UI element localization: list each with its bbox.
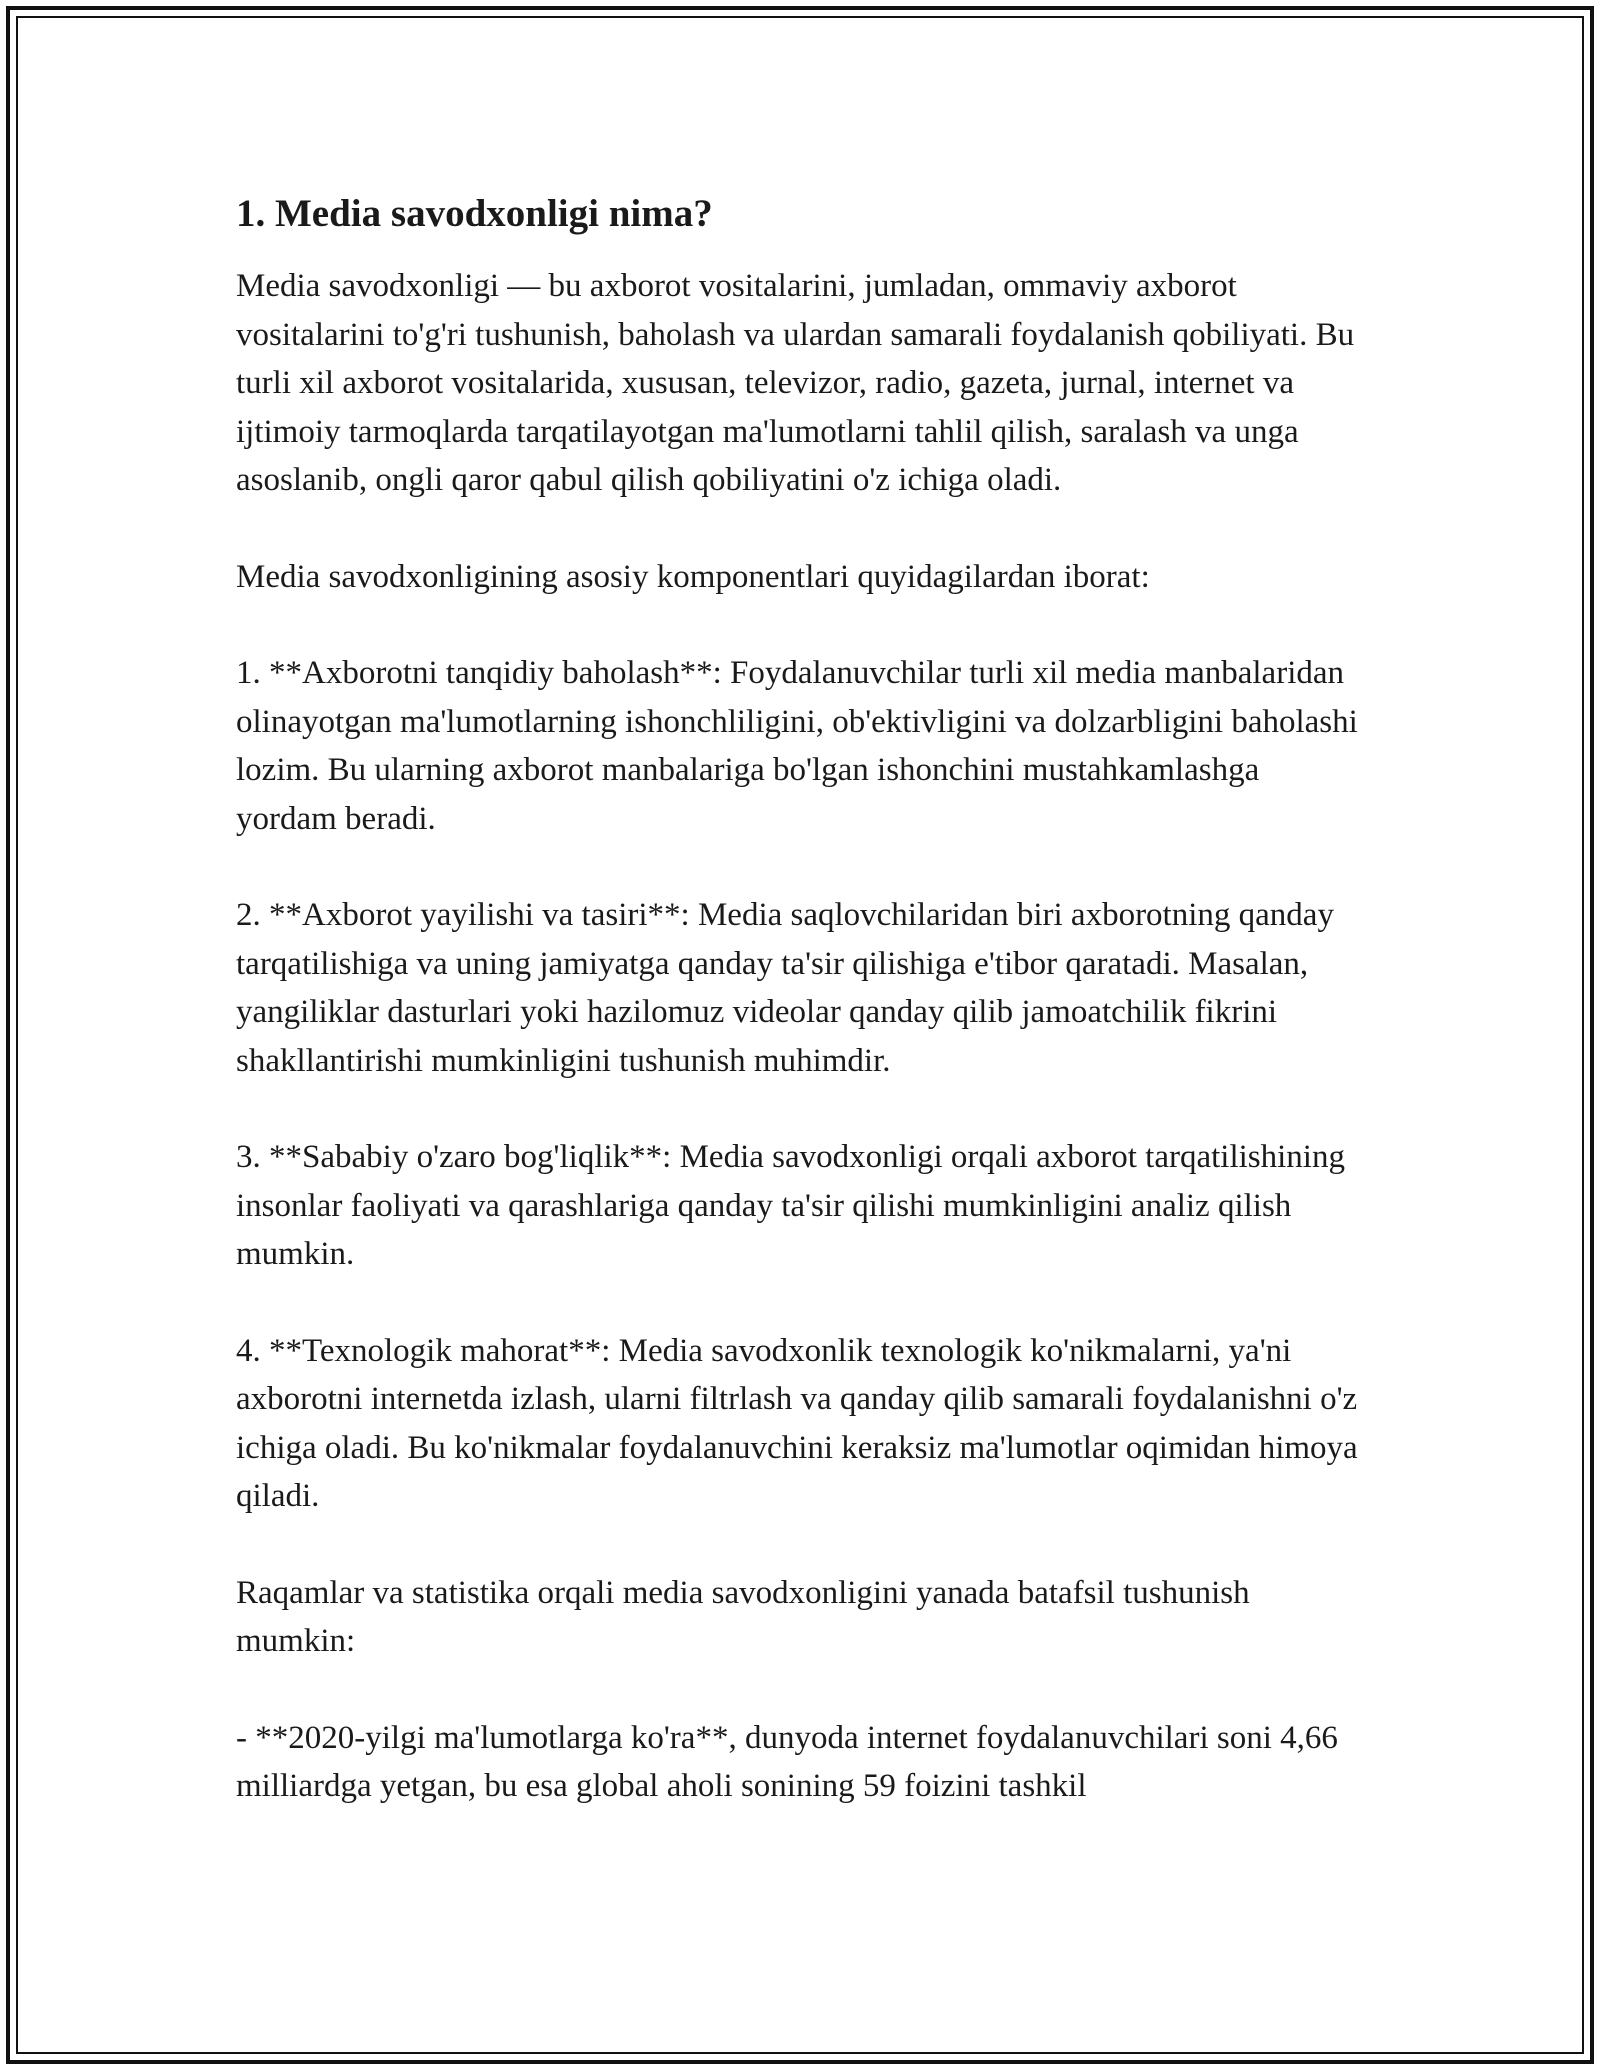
list-item-critical-evaluation: 1. **Axborotni tanqidiy baholash**: Foydalanuvchilar turli xil media manbalaridan olinayotgan ma'lumotlarning ishonchliligini, ob'ektivligini va dolzarbligini baholashi lozim. Bu ularning axborot manbalariga bo'lgan ishonchini mustahkamlashga yordam beradi.	[236, 655, 1358, 837]
section-heading: 1. Media savodxonligi nima?	[236, 192, 713, 235]
document-body	[236, 190, 1366, 1859]
paragraph-definition: Media savodxonligi — bu axborot vositalarini, jumladan, ommaviy axborot vositalarini to'g'ri tushunish, baholash va ulardan samarali foydalanish qobiliyati. Bu turli xil axborot vositalarida, xususan, televizor, radio, gazeta, jurnal, internet va ijtimoiy tarmoqlarda tarqatilayotgan ma'lumotlarni tahlil qilish, saralash va unga asoslanib, ongli qaror qabul qilish qobiliyatini o'z ichiga oladi.	[236, 268, 1355, 498]
bullet-item-2020-data: - **2020-yilgi ma'lumotlarga ko'ra**, dunyoda internet foydalanuvchilari soni 4,66 milliardga yetgan, bu esa global aholi sonining 59 foizini tashkil	[236, 1719, 1338, 1804]
list-item-technological-skill: 4. **Texnologik mahorat**: Media savodxonlik texnologik ko'nikmalarni, ya'ni axborotni internetda izlash, ularni filtrlash va qanday qilib samarali foydalanishni o'z ichiga oladi. Bu ko'nikmalar foydalanuvchini keraksiz ma'lumotlar oqimidan himoya qiladi.	[236, 1332, 1358, 1514]
paragraph-statistics-intro: Raqamlar va statistika orqali media savodxonligini yanada batafsil tushunish mumkin:	[236, 1574, 1250, 1659]
list-item-causal-relationship: 3. **Sababiy o'zaro bog'liqlik**: Media savodxonligi orqali axborot tarqatilishining insonlar faoliyati va qarashlariga qanday ta'sir qilishi mumkinligini analiz qilish mumkin.	[236, 1139, 1345, 1272]
list-item-information-spread: 2. **Axborot yayilishi va tasiri**: Media saqlovchilaridan biri axborotning qanday tarqatilishiga va uning jamiyatga qanday ta'sir qilishiga e'tibor qaratadi. Masalan, yangiliklar dasturlari yoki hazilomuz videolar qanday qilib jamoatchilik fikrini shakllantirishi mumkinligini tushunish muhimdir.	[236, 897, 1334, 1079]
paragraph-components-intro: Media savodxonligining asosiy komponentlari quyidagilardan iborat:	[236, 558, 1150, 595]
